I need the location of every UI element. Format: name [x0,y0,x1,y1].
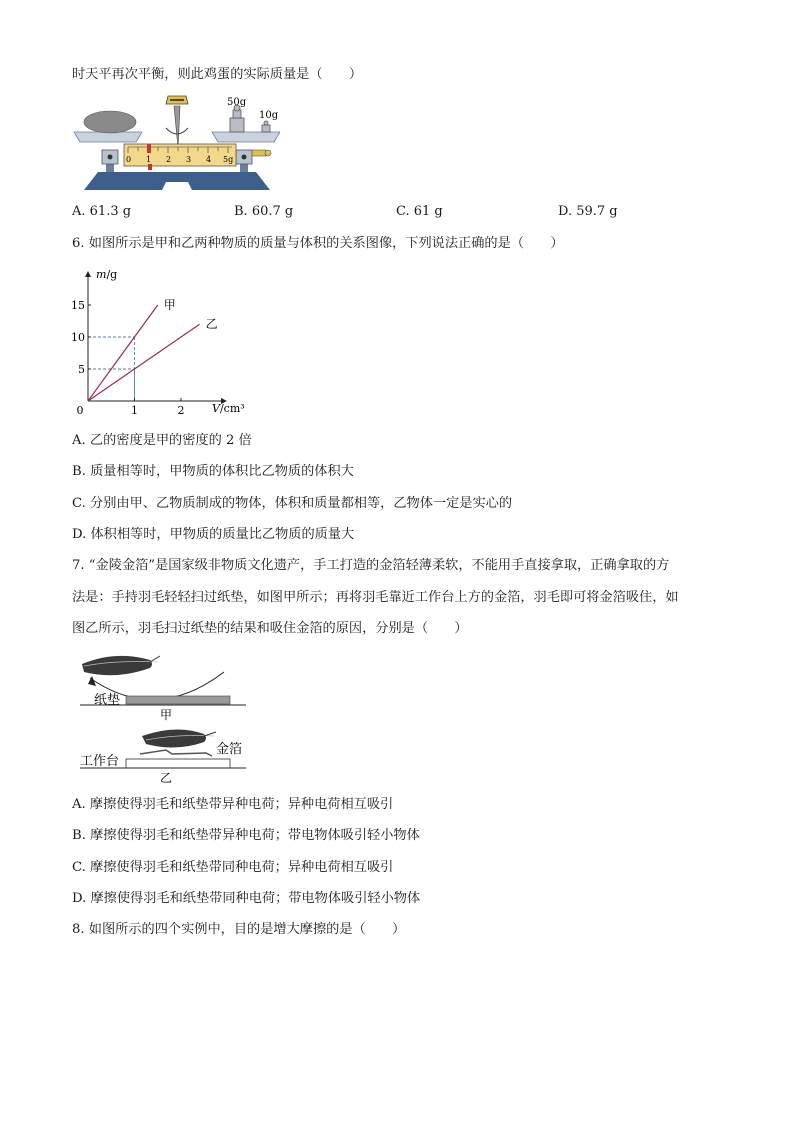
right-pan [212,132,280,142]
work-bench [126,759,230,768]
weight-50g [230,118,244,132]
q6-option-a: A. 乙的密度是甲的密度的 2 倍 [72,433,252,448]
y-tick-label: 15 [71,299,85,312]
y-tick-label: 10 [71,331,85,344]
q7-option-b: B. 摩擦使得羽毛和纸垫带异种电荷；带电物体吸引轻小物体 [72,828,420,843]
feather-figure [76,646,256,786]
beam-tick-1: 1 [146,155,152,164]
beam-tick-2: 2 [166,155,172,164]
y-axis-label: m/g [96,268,118,281]
beam-tick-4: 4 [206,155,212,164]
origin-label: 0 [76,404,84,417]
figure-caption-a: 甲 [160,708,173,722]
x-tick-label: 2 [177,404,185,417]
pad-label: 纸垫 [94,693,121,708]
feather-a [82,656,152,675]
q6-option-d: D. 体积相等时，甲物质的质量比乙物质的质量大 [72,527,355,542]
bench-label: 工作台 [80,754,120,769]
balance-scale-figure [70,92,280,194]
series-line-0 [88,305,158,401]
q6-option-c: C. 分别由甲、乙物质制成的物体，体积和质量都相等，乙物体一定是实心的 [72,496,513,511]
series-label-jia: 甲 [163,298,176,312]
beam-tick-5g: 5g [223,155,234,164]
q6-option-b: B. 质量相等时，甲物质的体积比乙物质的体积大 [72,464,354,479]
q5-option-b: B. 60.7 g [234,204,294,219]
rider [147,144,151,153]
beam-tick-3: 3 [186,155,192,164]
gold-foil [140,750,212,756]
q5-option-a: A. 61.3 g [72,204,132,219]
feather-b [142,729,206,747]
q6-stem: 6. 如图所示是甲和乙两种物质的质量与体积的关系图像，下列说法正确的是（ ） [72,236,564,251]
q7-stem-line-2: 法是：手持羽毛轻轻扫过纸垫，如图甲所示；再将羽毛靠近工作台上方的金箔，羽毛即可将金箔吸住，如 [72,590,679,605]
beam-tick-0: 0 [126,155,132,164]
scale-beam [124,144,236,166]
foil-label: 金箔 [216,742,243,757]
x-axis-label: V/cm³ [212,402,245,415]
series-line-1 [88,324,200,401]
paper-pad [126,696,230,704]
left-pan [74,132,142,142]
q7-option-c: C. 摩擦使得羽毛和纸垫带同种电荷；异种电荷相互吸引 [72,860,394,875]
q5-option-c: C. 61 g [396,204,443,219]
x-tick-label: 1 [131,404,138,417]
weight-10g-label: 10g [259,110,279,121]
egg [84,111,136,133]
q5-stem-end: 时天平再次平衡，则此鸡蛋的实际质量是（ ） [72,67,363,82]
q5-option-d: D. 59.7 g [558,204,618,219]
series-label-yi: 乙 [205,317,218,332]
y-tick-label: 5 [78,363,85,376]
q7-stem-line-3: 图乙所示，羽毛扫过纸垫的结果和吸住金箔的原因，分别是（ ） [72,621,468,636]
q7-option-d: D. 摩擦使得羽毛和纸垫带同种电荷；带电物体吸引轻小物体 [72,891,421,906]
mass-volume-chart [70,262,260,422]
q7-option-a: A. 摩擦使得羽毛和纸垫带异种电荷；异种电荷相互吸引 [72,797,394,812]
q7-stem-line-1: 7. “金陵金箔”是国家级非物质文化遗产，手工打造的金箔轻薄柔软，不能用手直接拿取，正确拿取的方 [72,558,670,573]
q8-stem: 8. 如图所示的四个实例中，目的是增大摩擦的是（ ） [72,922,406,937]
figure-caption-b: 乙 [160,771,173,785]
weight-10g [262,125,270,132]
weight-50g-label: 50g [227,97,247,108]
